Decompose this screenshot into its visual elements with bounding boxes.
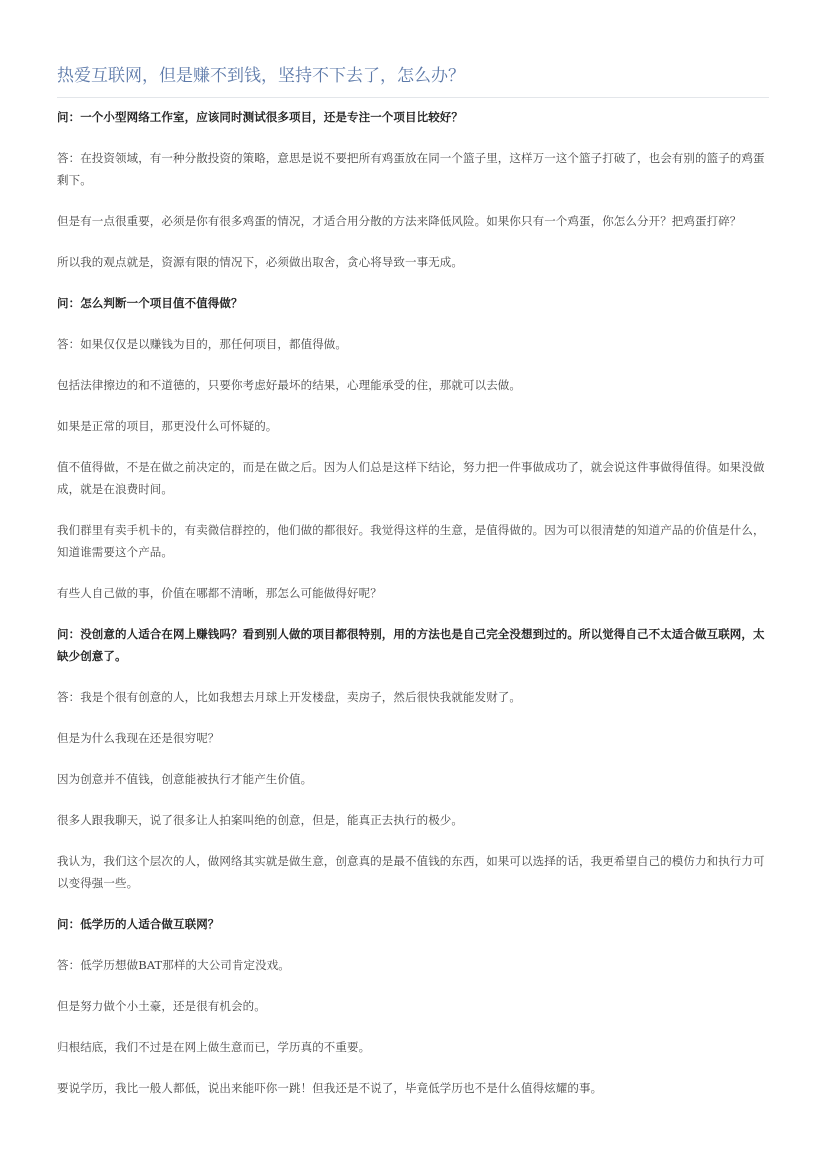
question-paragraph: 问：怎么判断一个项目值不值得做？ [57,296,243,310]
answer-paragraph: 如果是正常的项目，那更没什么可怀疑的。 [57,419,278,433]
answer-paragraph: 我认为，我们这个层次的人，做网络其实就是做生意，创意真的是最不值钱的东西，如果可以选择的话，我更希望自己的模仿力和执行力可以变得强一些。 [57,854,765,890]
answer-paragraph: 答：低学历想做BAT那样的大公司肯定没戏。 [57,958,290,972]
answer-paragraph: 我们群里有卖手机卡的，有卖微信群控的，他们做的都很好。我觉得这样的生意，是值得做的。因为可以很清楚的知道产品的价值是什么，知道谁需要这个产品。 [57,523,765,559]
answer-paragraph: 答：我是个很有创意的人，比如我想去月球上开发楼盘，卖房子，然后很快我就能发财了。 [57,690,521,704]
title-divider [57,97,769,98]
answer-paragraph: 但是为什么我现在还是很穷呢？ [57,731,220,745]
answer-paragraph: 但是努力做个小土豪，还是很有机会的。 [57,999,266,1013]
article-body [57,106,769,1118]
article-title: 热爱互联网，但是赚不到钱，坚持不下去了，怎么办？ [57,66,465,86]
answer-paragraph: 归根结底，我们不过是在网上做生意而已，学历真的不重要。 [57,1040,371,1054]
answer-paragraph: 很多人跟我聊天，说了很多让人拍案叫绝的创意，但是，能真正去执行的极少。 [57,813,463,827]
answer-paragraph: 所以我的观点就是，资源有限的情况下，必须做出取舍，贪心将导致一事无成。 [57,255,463,269]
question-paragraph: 问：没创意的人适合在网上赚钱吗？看到别人做的项目都很特别，用的方法也是自己完全没想到过的。所以觉得自己不太适合做互联网，太缺少创意了。 [57,627,765,663]
answer-paragraph: 值不值得做，不是在做之前决定的，而是在做之后。因为人们总是这样下结论，努力把一件事做成功了，就会说这件事做得值得。如果没做成，就是在浪费时间。 [57,460,765,496]
answer-paragraph: 要说学历，我比一般人都低，说出来能吓你一跳！但我还是不说了，毕竟低学历也不是什么值得炫耀的事。 [57,1081,603,1095]
answer-paragraph: 有些人自己做的事，价值在哪都不清晰，那怎么可能做得好呢？ [57,586,382,600]
answer-paragraph: 因为创意并不值钱，创意能被执行才能产生价值。 [57,772,313,786]
answer-paragraph: 但是有一点很重要，必须是你有很多鸡蛋的情况，才适合用分散的方法来降低风险。如果你只有一个鸡蛋，你怎么分开？把鸡蛋打碎？ [57,214,742,228]
question-paragraph: 问：一个小型网络工作室，应该同时测试很多项目，还是专注一个项目比较好？ [57,110,463,124]
question-paragraph: 问：低学历的人适合做互联网？ [57,917,220,931]
answer-paragraph: 答：如果仅仅是以赚钱为目的，那任何项目，都值得做。 [57,337,347,351]
answer-paragraph: 答：在投资领域，有一种分散投资的策略，意思是说不要把所有鸡蛋放在同一个篮子里，这样万一这个篮子打破了，也会有别的篮子的鸡蛋剩下。 [57,151,765,187]
answer-paragraph: 包括法律擦边的和不道德的，只要你考虑好最坏的结果，心理能承受的住，那就可以去做。 [57,378,521,392]
